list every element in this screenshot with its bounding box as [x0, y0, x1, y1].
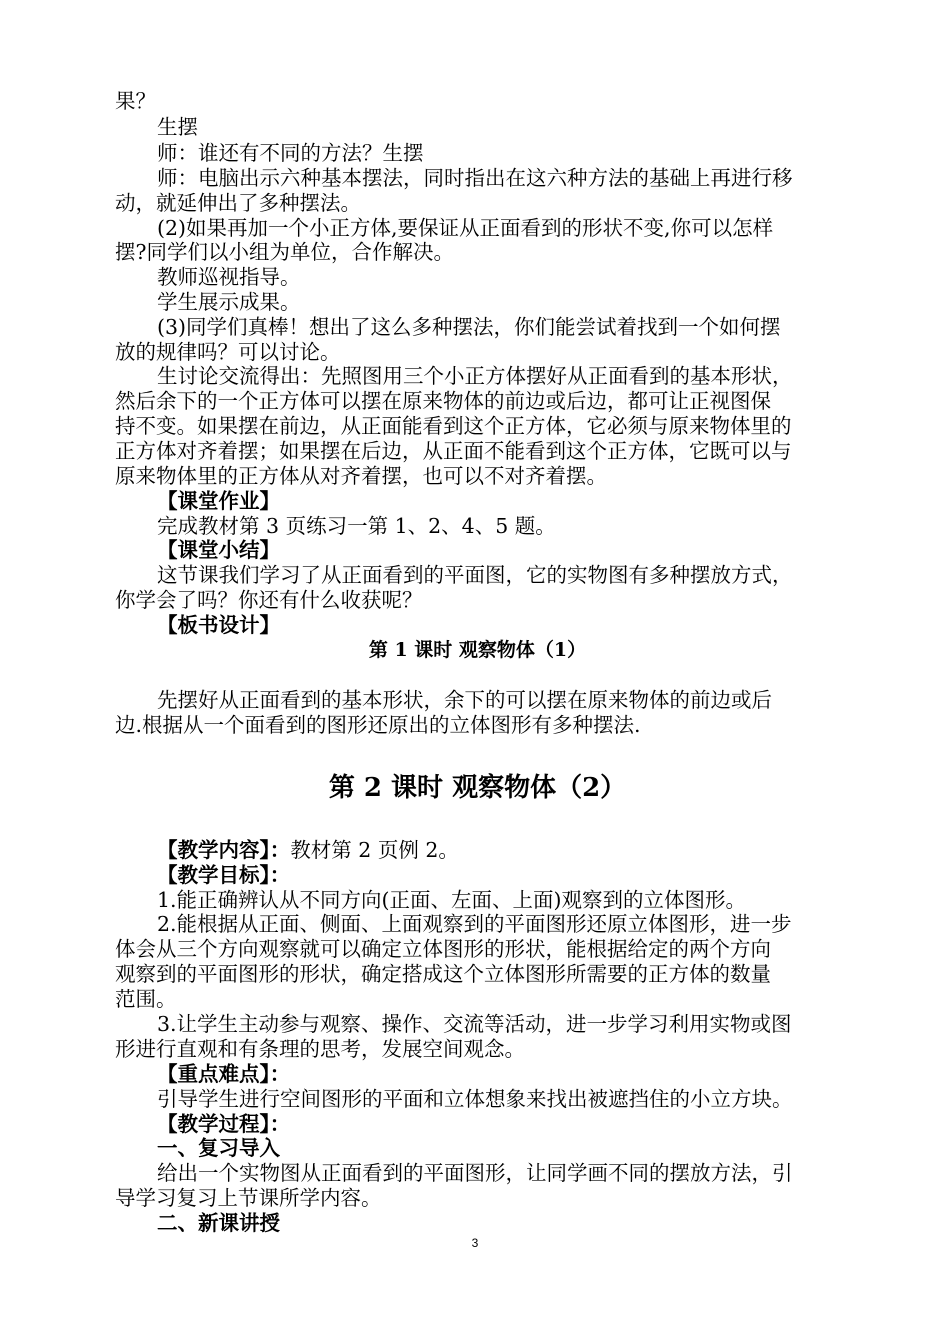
text-line: 正方体对齐着摆；如果摆在后边，从正面不能看到这个正方体，它既可以与	[115, 439, 792, 463]
text-line: 生摆	[157, 115, 198, 139]
text-line: (2)如果再加一个小正方体,要保证从正面看到的形状不变,你可以怎样	[157, 216, 774, 240]
section-value: 教材第 2 页例 2。	[290, 838, 459, 862]
text-line: 引导学生进行空间图形的平面和立体想象来找出被遮挡住的小立方块。	[157, 1087, 793, 1111]
text-line: 完成教材第 3 页练习一第 1、2、4、5 题。	[157, 514, 556, 538]
section-heading: 【重点难点】：	[157, 1062, 291, 1086]
text-line: 范围。	[115, 987, 177, 1011]
text-line: (3)同学们真棒！想出了这么多种摆法，你们能尝试着找到一个如何摆	[157, 315, 781, 339]
text-line: 放的规律吗？可以讨论。	[115, 340, 341, 364]
teaching-content-line	[157, 838, 840, 862]
text-line: 体会从三个方向观察就可以确定立体图形的形状，能根据给定的两个方向	[115, 937, 771, 961]
text-line: 摆?同学们以小组为单位，合作解决。	[115, 240, 454, 264]
text-line: 原来物体里的正方体从对齐着摆，也可以不对齐着摆。	[115, 464, 607, 488]
text-line: 师：电脑出示六种基本摆法，同时指出在这六种方法的基础上再进行移	[157, 166, 793, 190]
section-heading: 【板书设计】	[157, 613, 280, 637]
text-line: 先摆好从正面看到的基本形状，余下的可以摆在原来物体的前边或后	[157, 688, 772, 712]
text-line: 1.能正确辨认从不同方向(正面、左面、上面)观察到的立体图形。	[157, 888, 747, 912]
text-line: 学生展示成果。	[157, 290, 301, 314]
section-heading: 二、新课讲授	[157, 1211, 280, 1235]
text-line: 动，就延伸出了多种摆法。	[115, 191, 361, 215]
section-heading: 【教学目标】：	[157, 863, 291, 887]
section-heading: 一、复习导入	[157, 1136, 280, 1160]
text-line: 给出一个实物图从正面看到的平面图形，让同学画不同的摆放方法，引	[157, 1161, 793, 1185]
text-line: 形进行直观和有条理的思考，发展空间观念。	[115, 1037, 525, 1061]
section-label: 【教学内容】：	[157, 838, 291, 862]
lesson-title: 第 2 课时 观察物体（2）	[328, 773, 627, 803]
text-line: 边.根据从一个面看到的图形还原出的立体图形有多种摆法.	[115, 713, 641, 737]
text-line: 3.让学生主动参与观察、操作、交流等活动，进一步学习利用实物或图	[157, 1012, 792, 1036]
page-number: 3	[471, 1236, 479, 1250]
text-line: 然后余下的一个正方体可以摆在原来物体的前边或后边，都可让正视图保	[115, 389, 771, 413]
text-line: 导学习复习上节课所学内容。	[115, 1186, 382, 1210]
text-line: 持不变。如果摆在前边，从正面能看到这个正方体，它必须与原来物体里的	[115, 414, 792, 438]
text-line: 这节课我们学习了从正面看到的平面图，它的实物图有多种摆放方式，	[157, 563, 793, 587]
section-heading: 【课堂小结】	[157, 538, 280, 562]
board-title: 第 1 课时 观察物体（1）	[368, 639, 587, 661]
text-line: 生讨论交流得出：先照图用三个小正方体摆好从正面看到的基本形状，	[157, 364, 793, 388]
text-line: 果？	[115, 89, 156, 113]
section-heading: 【教学过程】：	[157, 1112, 291, 1136]
text-line: 师：谁还有不同的方法？生摆	[157, 141, 424, 165]
text-line: 你学会了吗？你还有什么收获呢？	[115, 588, 423, 612]
text-line: 教师巡视指导。	[157, 265, 301, 289]
text-line: 观察到的平面图形的形状，确定搭成这个立体图形所需要的正方体的数量	[115, 962, 771, 986]
section-heading: 【课堂作业】	[157, 489, 280, 513]
text-line: 2.能根据从正面、侧面、上面观察到的平面图形还原立体图形，进一步	[157, 912, 792, 936]
